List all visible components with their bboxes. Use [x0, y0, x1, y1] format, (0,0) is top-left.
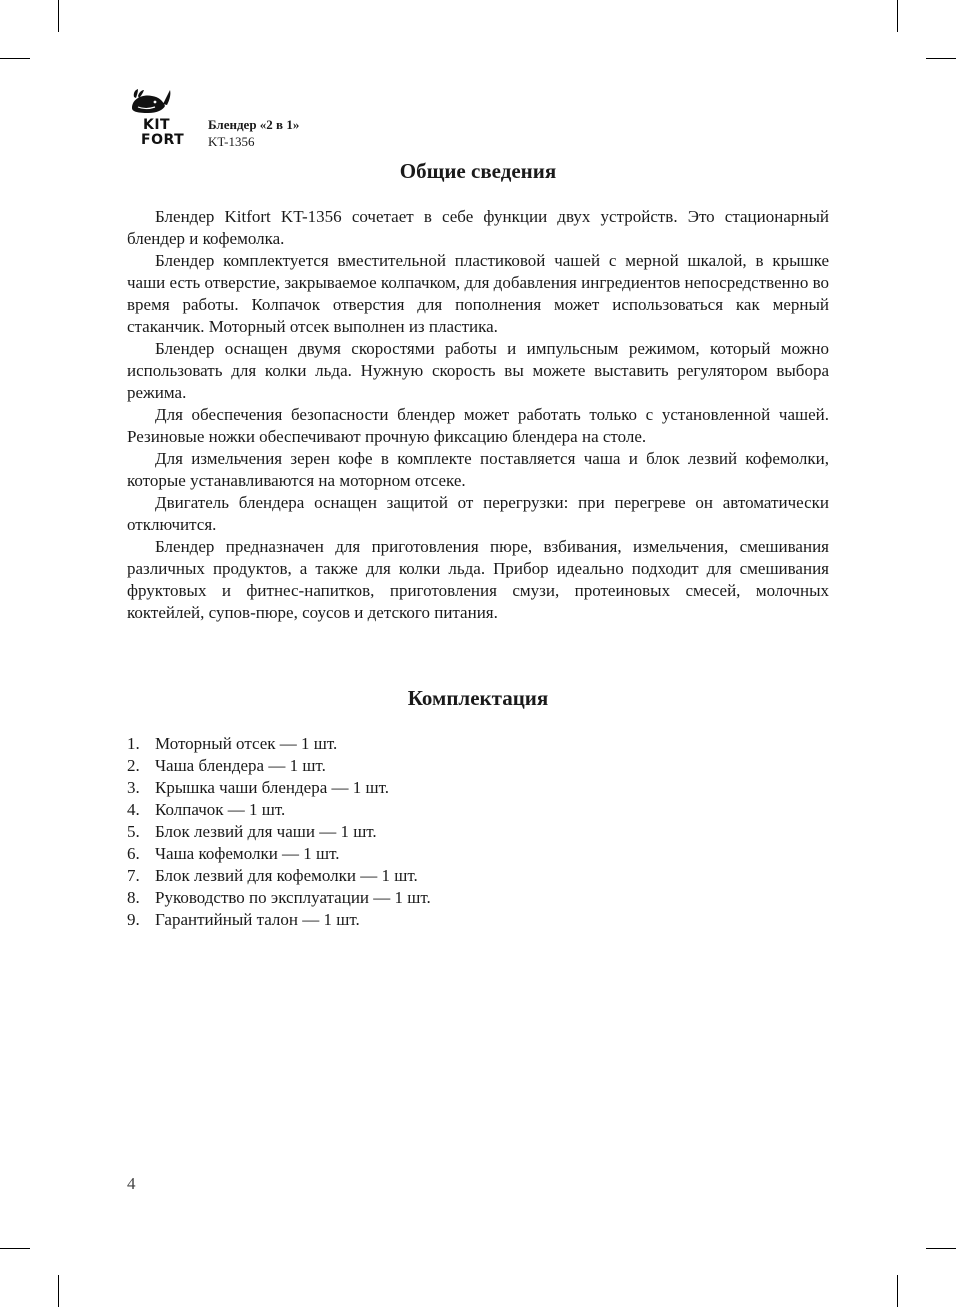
paragraph: Блендер оснащен двумя скоростями работы и импульсным режимом, который можно использовать для колки льда. Нужную скорость вы можете выставить регулятором выбора режима.	[127, 339, 829, 402]
crop-mark	[58, 1275, 59, 1307]
list-item-number: 6.	[127, 844, 140, 863]
product-title: Блендер «2 в 1»	[208, 117, 300, 132]
kit-list	[127, 733, 431, 931]
crop-mark	[0, 1248, 30, 1249]
list-item-text: Чаша блендера — 1 шт.	[155, 756, 326, 775]
list-item-text: Крышка чаши блендера — 1 шт.	[155, 778, 390, 797]
whale-icon	[130, 88, 192, 118]
general-body	[127, 206, 829, 624]
crop-mark	[58, 0, 59, 32]
list-item	[127, 799, 431, 821]
list-item	[127, 733, 431, 755]
crop-mark	[926, 58, 956, 59]
list-item	[127, 865, 431, 887]
paragraph: Двигатель блендера оснащен защитой от перегрузки: при перегреве он автоматически отключится.	[127, 493, 829, 534]
list-item-text: Гарантийный талон — 1 шт.	[155, 910, 360, 929]
paragraph: Блендер предназначен для приготовления пюре, взбивания, измельчения, смешивания различных продуктов, а также для колки льда. Прибор идеально подходит для смешивания фруктовых и фитнес-напитков, приготовления смузи, протеиновых смесей, молочных коктейлей, супов-пюре, соусов и детского питания.	[127, 537, 829, 622]
list-item	[127, 755, 431, 777]
list-item-text: Колпачок — 1 шт.	[155, 800, 286, 819]
kitfort-logo	[130, 88, 192, 150]
brand-line-1: KIT	[143, 117, 171, 133]
crop-mark	[0, 58, 30, 59]
crop-mark	[897, 1275, 898, 1307]
list-item	[127, 843, 431, 865]
list-item-text: Руководство по эксплуатации — 1 шт.	[155, 888, 431, 907]
list-item-number: 3.	[127, 778, 140, 797]
page-number: 4	[127, 1174, 136, 1193]
list-item-number: 5.	[127, 822, 140, 841]
list-item	[127, 909, 431, 931]
paragraph: Блендер Kitfort KT-1356 сочетает в себе функции двух устройств. Это стационарный блендер и кофемолка.	[127, 207, 829, 248]
list-item-text: Блок лезвий для чаши — 1 шт.	[155, 822, 377, 841]
crop-mark	[897, 0, 898, 32]
list-item	[127, 821, 431, 843]
list-item-number: 2.	[127, 756, 140, 775]
list-item-number: 4.	[127, 800, 140, 819]
list-item-number: 8.	[127, 888, 140, 907]
paragraph: Для измельчения зерен кофе в комплекте поставляется чаша и блок лезвий кофемолки, которые устанавливаются на моторном отсеке.	[127, 449, 829, 490]
list-item-number: 9.	[127, 910, 140, 929]
section-heading-general: Общие сведения	[399, 159, 557, 183]
paragraph: Блендер комплектуется вместительной пластиковой чашей с мерной шкалой, в крышке чаши есть отверстие, закрываемое колпачком, для добавления ингредиентов непосредственно во время работы. Колпачок отверстия для пополнения может использоваться как мерный стаканчик. Моторный отсек выполнен из пластика.	[127, 251, 829, 336]
section-heading-kit: Комплектация	[407, 686, 549, 710]
list-item-text: Моторный отсек — 1 шт.	[155, 734, 338, 753]
list-item-number: 7.	[127, 866, 140, 885]
list-item	[127, 887, 431, 909]
crop-mark	[926, 1248, 956, 1249]
list-item	[127, 777, 431, 799]
list-item-number: 1.	[127, 734, 140, 753]
list-item-text: Чаша кофемолки — 1 шт.	[155, 844, 340, 863]
product-model: KT-1356	[208, 134, 255, 149]
list-item-text: Блок лезвий для кофемолки — 1 шт.	[155, 866, 418, 885]
paragraph: Для обеспечения безопасности блендер может работать только с установленной чашей. Резиновые ножки обеспечивают прочную фиксацию блендера на столе.	[127, 405, 829, 446]
brand-line-2: FORT	[141, 132, 185, 148]
